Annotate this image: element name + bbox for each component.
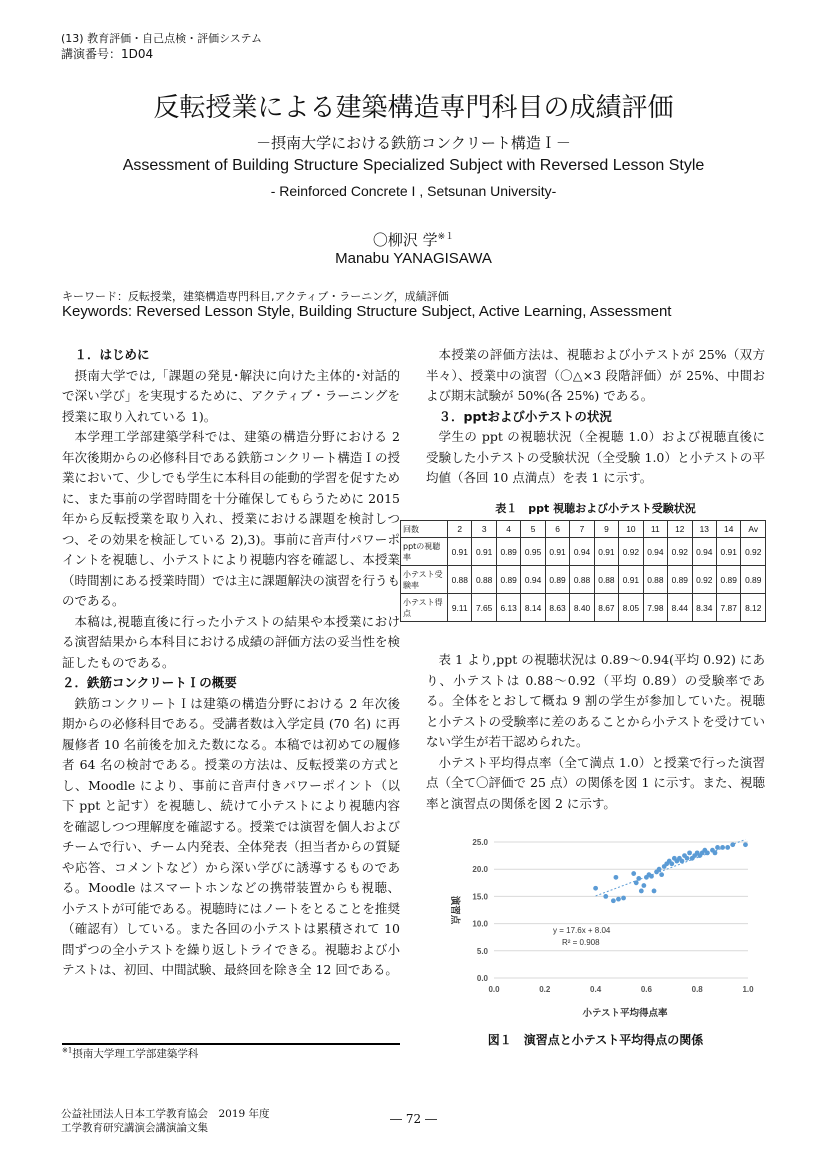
table-cell: 0.94 — [570, 538, 594, 566]
table-cell: 7.98 — [643, 594, 667, 622]
author-name — [0, 229, 827, 250]
talk-number: 講演番号：1D04 — [61, 47, 154, 61]
row-label: 小テスト得点 — [401, 594, 448, 622]
paragraph: 鉄筋コンクリートＩは建築の構造分野における 2 年次後期からの必修科目である。受講者数は入学定員 (70 名) に再履修者 10 名前後を加えた数になる。本稿では初めての履修者 64 名の検討である。授業の方法は、反転授業の方式とし、Moodle により、事前に音声付きパワーポイント（以下 ppt と記す）を視聴し、続けて小テストにより視聴内容を確認しつつ理解度を確認する。授業では演習を個人およびチームで行い、チーム内発表、全体発表（担当者からの質疑や応答、コメントなど）から深い学びに誘導するものである。Moodle はスマートホンなどの携帯装置からも視聴、小テストが可能である。視聴時にはノートをとることを推奨（確認有）している。また各回の小テストは累積されて 10 問ずつの全小テストを繰り返しトライできる。視聴および小テストは、初回、中間試験、最終回を除き全 12 回である。 — [62, 695, 400, 977]
footer-line-1: 公益社団法人日本工学教育協会 2019 年度 — [61, 1108, 270, 1120]
table-cell: 0.89 — [496, 566, 520, 594]
table-cell: 6.13 — [496, 594, 520, 622]
data-point — [687, 850, 692, 855]
right-column-top — [426, 345, 765, 489]
header-category: (13) 教育評価・自己点検・評価システム — [61, 32, 262, 45]
table-cell: 6 — [545, 521, 569, 538]
paper-subtitle: －摂南大学における鉄筋コンクリート構造Ｉ－ — [256, 134, 571, 152]
footnote — [62, 1046, 198, 1061]
table-cell: 8.67 — [594, 594, 618, 622]
y-tick-label: 20.0 — [472, 865, 488, 875]
table-header-row — [401, 521, 766, 538]
page-number: ― 72 ― — [390, 1112, 437, 1126]
keywords-en: Keywords: Reversed Lesson Style, Building Structure Subject, Active Learning, Assessment — [62, 303, 672, 320]
table-cell: 0.91 — [545, 538, 569, 566]
table-cell: 0.88 — [643, 566, 667, 594]
section-2-heading: ２．鉄筋コンクリートＩの概要 — [62, 675, 237, 690]
table-cell: 0.91 — [472, 538, 496, 566]
data-point — [705, 850, 710, 855]
table-row — [401, 566, 766, 594]
table-cell: Av — [741, 521, 766, 538]
table-cell: 9 — [594, 521, 618, 538]
x-tick-label: 0.0 — [488, 985, 500, 994]
y-axis-label: 演習点 — [449, 895, 460, 925]
data-point — [614, 875, 619, 880]
table-cell: 12 — [668, 521, 692, 538]
row-label: 小テスト受験率 — [401, 566, 448, 594]
right-column-bottom — [426, 650, 765, 814]
table-cell: 0.91 — [716, 538, 740, 566]
data-point — [636, 876, 641, 881]
data-point — [593, 886, 598, 891]
table-cell: 13 — [692, 521, 716, 538]
left-column — [62, 345, 400, 981]
table-cell: 0.92 — [619, 538, 643, 566]
table-header-label: 回数 — [401, 521, 448, 538]
paragraph: 本稿は,視聴直後に行った小テストの結果や本授業における演習結果から本科目における成績の評価方法の妥当性を検証したものである。 — [62, 613, 400, 670]
table-1-caption: 表１ ppt 視聴および小テスト受験状況 — [495, 502, 696, 515]
data-point — [634, 880, 639, 885]
table-cell: 3 — [472, 521, 496, 538]
author-name-ja: 〇柳沢 学 — [372, 231, 438, 249]
data-point — [730, 842, 735, 847]
data-point — [616, 897, 621, 902]
author-mark: ※１ — [437, 232, 455, 242]
table-cell: 0.88 — [594, 566, 618, 594]
table-row — [401, 594, 766, 622]
row-label: pptの視聴率 — [401, 538, 448, 566]
table-cell: 0.91 — [594, 538, 618, 566]
table-cell: 0.94 — [692, 538, 716, 566]
data-point — [611, 898, 616, 903]
english-subtitle: - Reinforced Concrete I , Setsunan University- — [270, 183, 557, 199]
table-cell: 0.89 — [741, 566, 766, 594]
data-point — [685, 856, 690, 861]
data-point — [649, 874, 654, 879]
table-cell: 0.91 — [448, 538, 472, 566]
data-point — [652, 889, 657, 894]
data-point — [720, 845, 725, 850]
table-cell: 14 — [716, 521, 740, 538]
data-point — [603, 894, 608, 899]
table-cell: 0.94 — [643, 538, 667, 566]
table-cell: 0.89 — [716, 566, 740, 594]
table-cell: 5 — [521, 521, 545, 538]
footnote-rule — [62, 1043, 400, 1045]
data-point — [631, 871, 636, 876]
data-point — [659, 872, 664, 877]
footer-line-2: 工学教育研究講演会講演論文集 — [61, 1122, 208, 1134]
table-cell: 8.34 — [692, 594, 716, 622]
trendline-equation: y = 17.6x + 8.04 — [553, 926, 611, 935]
table-cell: 8.40 — [570, 594, 594, 622]
table-cell: 0.89 — [545, 566, 569, 594]
data-point — [725, 845, 730, 850]
y-tick-label: 5.0 — [476, 946, 488, 956]
table-cell: 0.91 — [619, 566, 643, 594]
data-point — [669, 861, 674, 866]
data-point — [715, 845, 720, 850]
table-1 — [400, 520, 766, 622]
x-tick-label: 0.6 — [640, 985, 652, 994]
footnote-text: 摂南大学理工学部建築学科 — [72, 1048, 199, 1060]
x-tick-label: 0.4 — [590, 985, 602, 994]
author-name-en: Manabu YANAGISAWA — [335, 250, 492, 267]
data-point — [641, 883, 646, 888]
data-point — [680, 859, 685, 864]
figure-1-caption: 図１ 演習点と小テスト平均得点の関係 — [487, 1033, 704, 1047]
table-cell: 0.88 — [472, 566, 496, 594]
x-tick-label: 1.0 — [742, 985, 754, 994]
table-cell: 10 — [619, 521, 643, 538]
paragraph: 摂南大学では,「課題の発見･解決に向けた主体的･対話的で深い学び」を実現するために、アクティブ・ラーニングを授業に取り入れている 1)。 — [62, 367, 400, 424]
section-3-heading: ３．pptおよび小テストの状況 — [438, 408, 612, 424]
data-point — [621, 896, 626, 901]
table-row — [401, 538, 766, 566]
table-cell: 8.44 — [668, 594, 692, 622]
data-point — [713, 850, 718, 855]
table-cell: 7 — [570, 521, 594, 538]
trendline-r2: R² = 0.908 — [562, 938, 600, 947]
data-point — [743, 842, 748, 847]
y-tick-label: 0.0 — [476, 974, 488, 983]
y-tick-label: 10.0 — [472, 919, 488, 929]
table-cell: 8.05 — [619, 594, 643, 622]
table-cell: 8.12 — [741, 594, 766, 622]
table-cell: 0.94 — [521, 566, 545, 594]
table-cell: 0.88 — [448, 566, 472, 594]
table-cell: 4 — [496, 521, 520, 538]
table-cell: 7.65 — [472, 594, 496, 622]
table-cell: 0.95 — [521, 538, 545, 566]
paragraph: 本学理工学部建築学科では、建築の構造分野における 2 年次後期からの必修科目である鉄筋コンクリート構造Ｉの授業において、少しでも学生に本科目の能動的学習を促すために、また事前の学習時間を十分確保してもらうために 2015 年から反転授業を取り入れ、授業における課題を検討しつつ、その効果を検証している 2),3)。事前に音声付パワーポイントを視聴し、小テストにより視聴内容を確認し、本授業（時間割にある授業時間）では主に課題解決の演習を行うものである。 — [62, 429, 400, 608]
paragraph: 本授業の評価方法は、視聴および小テストが 25%（双方半々）、授業中の演習（〇△×3 段階評価）が 25%、中間および期末試験が 50%(各 25%) である。 — [426, 347, 765, 403]
x-tick-label: 0.2 — [539, 985, 551, 994]
table-cell: 0.92 — [741, 538, 766, 566]
data-point — [639, 889, 644, 894]
table-cell: 0.92 — [668, 538, 692, 566]
table-cell: 0.92 — [692, 566, 716, 594]
table-cell: 11 — [643, 521, 667, 538]
paper-title: 反転授業による建築構造専門科目の成績評価 — [153, 93, 674, 123]
keywords-ja: キーワード：反転授業，建築構造専門科目,アクティブ・ラーニング，成績評価 — [62, 290, 449, 303]
paragraph: 小テスト平均得点率（全て満点 1.0）と授業で行った演習点（全て〇評価で 25 点）の関係を図 1 に示す。また、視聴率と演習点の関係を図 2 に示す。 — [426, 754, 765, 811]
figure-1-scatter-chart — [440, 830, 765, 1035]
table-cell: 8.63 — [545, 594, 569, 622]
section-1-heading: １．はじめに — [74, 347, 150, 362]
paragraph: 表 1 より,ppt の視聴状況は 0.89～0.94(平均 0.92) にあり、小テストは 0.88～0.92（平均 0.89）の受験率である。全体をとおして概ね 9 割の学生が参加していた。視聴と小テストの受験率に差のあることから小テストを受けていない学生が若干認められた。 — [426, 652, 765, 749]
x-tick-label: 0.8 — [691, 985, 703, 994]
table-cell: 7.87 — [716, 594, 740, 622]
english-title: Assessment of Building Structure Specialized Subject with Reversed Lesson Style — [122, 157, 705, 174]
footnote-mark: ※1 — [62, 1046, 73, 1055]
data-point — [657, 867, 662, 872]
table-cell: 9.11 — [448, 594, 472, 622]
table-cell: 0.89 — [668, 566, 692, 594]
y-tick-label: 15.0 — [472, 892, 488, 902]
table-cell: 0.89 — [496, 538, 520, 566]
table-cell: 8.14 — [521, 594, 545, 622]
table-cell: 2 — [448, 521, 472, 538]
paragraph: 学生の ppt の視聴状況（全視聴 1.0）および視聴直後に受験した小テストの受験状況（全受験 1.0）と小テストの平均値（各回 10 点満点）を表 1 に示す。 — [426, 429, 765, 485]
x-axis-label: 小テスト平均得点率 — [582, 1008, 668, 1019]
table-cell: 0.88 — [570, 566, 594, 594]
y-tick-label: 25.0 — [472, 838, 488, 847]
